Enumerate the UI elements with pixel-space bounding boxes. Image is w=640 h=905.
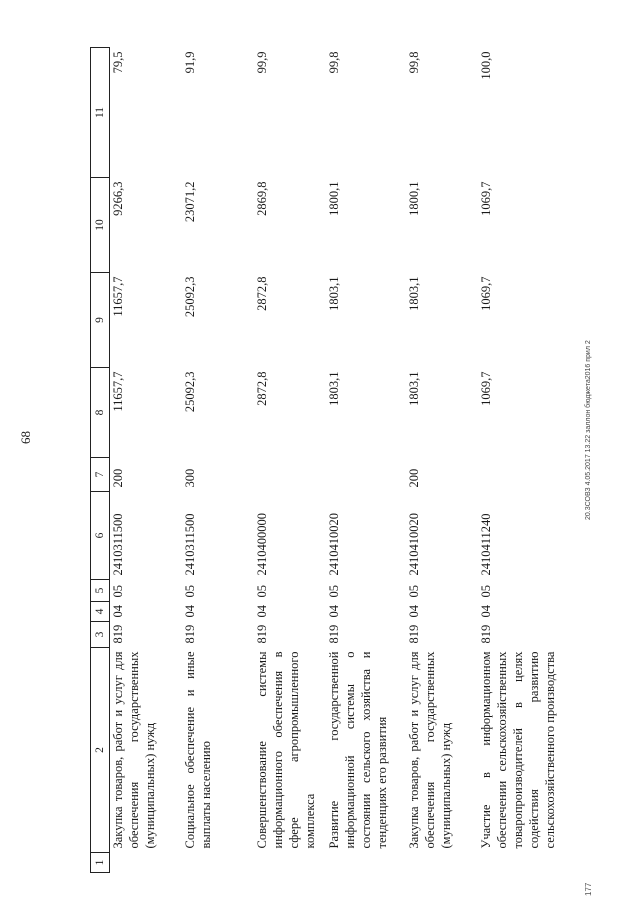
page-number: 68 [18,431,33,444]
cell-target-code: 2410311500 [183,513,197,576]
cell-section: 04 [327,605,341,618]
cell-target-code: 2410410020 [327,513,341,576]
cell-percent: 91,9 [183,51,197,74]
header-col-1: 1 [91,853,110,873]
table-row [254,48,326,873]
cell-value-9: 1803,1 [407,276,421,311]
cell-section: 04 [255,605,269,618]
cell-value-9: 25092,3 [183,276,197,318]
row-description: Развитие государственной информационной системы о состоянии сельского хозяйства и тенденциях его развития [327,651,389,849]
cell-value-8: 1803,1 [407,371,421,406]
table-row [110,48,183,873]
cell-expense-type [326,458,406,492]
table-row [478,48,558,873]
table-row [326,48,406,873]
cell-expense-type: 200 [407,468,421,488]
cell-target-code: 2410311500 [111,513,125,576]
row-description: Социальное обеспечение и иные выплаты населению [183,651,213,849]
table-row [182,48,254,873]
cell-section: 04 [479,605,493,618]
table-row [406,48,478,873]
cell-value-10: 2869,8 [255,181,269,216]
cell-value-8: 25092,3 [183,371,197,413]
row-description: Закупка товаров, работ и услуг для обеспечения государственных (муниципальных) нужд [111,651,157,849]
cell-subsection: 05 [255,585,269,598]
header-col-3: 3 [91,622,110,648]
header-col-5: 5 [91,580,110,602]
cell-target-code: 2410400000 [255,513,269,576]
cell-expense-type [478,458,558,492]
cell-percent: 99,8 [407,51,421,74]
header-col-2: 2 [91,648,110,853]
cell-percent: 99,8 [327,51,341,74]
header-col-8: 8 [91,368,110,458]
cell-value-9: 11657,7 [111,276,125,317]
cell-value-9: 1069,7 [479,276,493,311]
cell-expense-type: 300 [183,468,197,488]
cell-ministry-code: 819 [183,624,197,644]
cell-ministry-code: 819 [479,624,493,644]
cell-section: 04 [183,605,197,618]
table-header-row [91,48,110,873]
cell-value-10: 1800,1 [327,181,341,216]
cell-subsection: 05 [479,585,493,598]
cell-target-code: 2410410020 [407,513,421,576]
header-col-7: 7 [91,458,110,492]
header-col-6: 6 [91,492,110,580]
cell-expense-type [254,458,326,492]
cell-value-8: 1069,7 [479,371,493,406]
cell-percent: 100,0 [479,51,493,80]
cell-value-10: 1800,1 [407,181,421,216]
budget-table [90,47,558,873]
cell-ministry-code: 819 [111,624,125,644]
row-description: Участие в информационном обеспечении сельскохозяйственных товаропроизводителей в целях содействия развитию сельскохозяйственного производства [479,651,557,849]
cell-value-8: 11657,7 [111,371,125,412]
header-col-4: 4 [91,602,110,622]
cell-value-8: 2872,8 [255,371,269,406]
cell-ministry-code: 819 [407,624,421,644]
row-description: Закупка товаров, работ и услуг для обеспечения государственных (муниципальных) нужд [407,651,453,849]
cell-ministry-code: 819 [255,624,269,644]
cell-value-9: 2872,8 [255,276,269,311]
cell-section: 04 [407,605,421,618]
cell-target-code: 2410411240 [479,513,493,576]
cell-value-10: 9266,3 [111,181,125,216]
cell-percent: 79,5 [111,51,125,74]
cell-subsection: 05 [183,585,197,598]
cell-section: 04 [111,605,125,618]
page-stamp: 177 [584,882,593,896]
cell-value-8: 1803,1 [327,371,341,406]
cell-expense-type: 200 [111,468,125,488]
cell-subsection: 05 [111,585,125,598]
header-col-10: 10 [91,178,110,273]
cell-value-9: 1803,1 [327,276,341,311]
cell-value-10: 23071,2 [183,181,197,223]
header-col-9: 9 [91,273,110,368]
cell-subsection: 05 [327,585,341,598]
file-footer-id: 20.3СОВЗ 4.05.2017 13.22 заллон бюджета2016 прил 2 [585,340,592,520]
cell-ministry-code: 819 [327,624,341,644]
rotated-table-container [90,48,570,873]
cell-subsection: 05 [407,585,421,598]
cell-value-10: 1069,7 [479,181,493,216]
header-col-11: 11 [91,48,110,178]
row-description: Совершенствование системы информационного обеспечения в сфере агропромышленного комплекса [255,651,317,849]
cell-percent: 99,9 [255,51,269,74]
